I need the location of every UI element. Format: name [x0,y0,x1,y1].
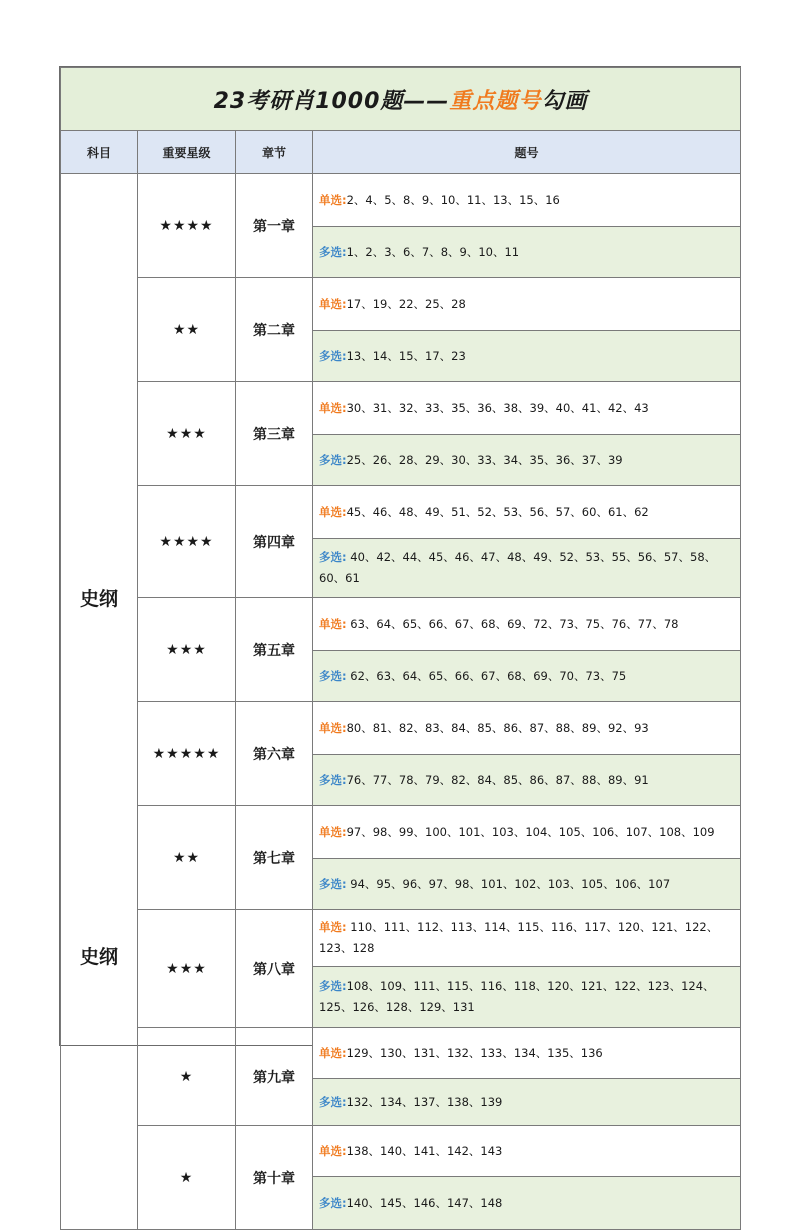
title-suffix: 勾画 [541,88,588,114]
single-choice-cell [313,486,741,539]
single-choice-cell [313,598,741,651]
table-row [61,702,741,755]
chapter-name: 第四章 [236,486,313,598]
importance-stars: ★ [138,1126,236,1230]
multi-choice-numbers: 1、2、3、6、7、8、9、10、11 [346,244,520,259]
single-choice-label: 单选: [319,1143,347,1158]
chapter-name: 第五章 [236,598,313,702]
table-row [61,486,741,539]
subject-cell [61,174,138,1230]
multi-choice-label: 多选: [319,876,347,891]
single-choice-label: 单选: [319,920,347,934]
importance-stars: ★★ [138,278,236,382]
single-choice-numbers: 110、111、112、113、114、115、116、117、120、121、122、123、128 [319,920,719,955]
multi-choice-cell [313,227,741,278]
page-title [61,68,741,131]
single-choice-cell [313,702,741,755]
multi-choice-label: 多选: [319,348,347,363]
single-choice-numbers: 129、130、131、132、133、134、135、136 [346,1045,603,1060]
multi-choice-numbers: 25、26、28、29、30、33、34、35、36、37、39 [346,452,623,467]
importance-stars: ★★★ [138,910,236,1028]
chapter-name: 第十章 [236,1126,313,1230]
single-choice-label: 单选: [319,504,347,519]
importance-stars: ★★★ [138,598,236,702]
multi-choice-cell [313,755,741,806]
multi-choice-label: 多选: [319,244,347,259]
importance-stars: ★★★★ [138,486,236,598]
table-row [61,382,741,435]
title-prefix: 23考研肖1000题—— [213,88,450,114]
multi-choice-label: 多选: [319,452,347,467]
single-choice-label: 单选: [319,296,347,311]
single-choice-label: 单选: [319,400,347,415]
multi-choice-numbers: 132、134、137、138、139 [346,1094,503,1109]
chapter-name: 第六章 [236,702,313,806]
multi-choice-numbers: 140、145、146、147、148 [346,1195,503,1210]
importance-stars: ★★ [138,806,236,910]
single-choice-label: 单选: [319,720,347,735]
chapter-name: 第九章 [236,1028,313,1126]
multi-choice-label: 多选: [319,550,347,564]
chapter-name: 第七章 [236,806,313,910]
multi-choice-cell [313,1177,741,1230]
single-choice-numbers: 138、140、141、142、143 [346,1143,503,1158]
header-chapter: 章节 [236,131,313,174]
table-row [61,1126,741,1177]
multi-choice-label: 多选: [319,772,347,787]
single-choice-cell [313,806,741,859]
single-choice-numbers: 17、19、22、25、28 [346,296,466,311]
single-choice-cell [313,910,741,967]
single-choice-numbers: 97、98、99、100、101、103、104、105、106、107、108、109 [346,824,715,839]
multi-choice-cell [313,859,741,910]
multi-choice-cell [313,435,741,486]
subject-label: 史纲 [79,946,118,968]
chapter-name: 第一章 [236,174,313,278]
single-choice-label: 单选: [319,192,347,207]
multi-choice-cell [313,1079,741,1126]
importance-stars: ★★★ [138,382,236,486]
multi-choice-label: 多选: [319,1094,347,1109]
single-choice-numbers: 2、4、5、8、9、10、11、13、15、16 [346,192,560,207]
multi-choice-label: 多选: [319,979,347,993]
multi-choice-numbers: 13、14、15、17、23 [346,348,466,363]
table-row [61,598,741,651]
single-choice-label: 单选: [319,1045,347,1060]
header-subject: 科目 [61,131,138,174]
multi-choice-cell [313,331,741,382]
table-body [61,174,741,1230]
chapter-name: 第八章 [236,910,313,1028]
importance-stars: ★★★★ [138,174,236,278]
subject-label: 史纲 [79,588,118,610]
multi-choice-label: 多选: [319,668,347,683]
single-choice-cell [313,278,741,331]
chapter-name: 第二章 [236,278,313,382]
importance-stars: ★ [138,1028,236,1126]
question-table-sheet [59,66,741,1210]
table-row [61,174,741,227]
header-stars: 重要星级 [138,131,236,174]
single-choice-cell [313,382,741,435]
table-row [61,910,741,967]
single-choice-numbers: 30、31、32、33、35、36、38、39、40、41、42、43 [346,400,649,415]
header-questions: 题号 [313,131,741,174]
single-choice-numbers: 80、81、82、83、84、85、86、87、88、89、92、93 [346,720,649,735]
multi-choice-label: 多选: [319,1195,347,1210]
multi-choice-numbers: 76、77、78、79、82、84、85、86、87、88、89、91 [346,772,649,787]
single-choice-numbers: 63、64、65、66、67、68、69、72、73、75、76、77、78 [346,616,679,631]
chapter-name: 第三章 [236,382,313,486]
multi-choice-numbers: 62、63、64、65、66、67、68、69、70、73、75 [346,668,627,683]
table-row [61,806,741,859]
multi-choice-numbers: 94、95、96、97、98、101、102、103、105、106、107 [346,876,671,891]
multi-choice-cell [313,651,741,702]
single-choice-label: 单选: [319,616,347,631]
table-row [61,278,741,331]
table-header-row [61,131,741,174]
single-choice-cell [313,1126,741,1177]
single-choice-cell [313,174,741,227]
single-choice-cell [313,1028,741,1079]
title-accent: 重点题号 [449,88,542,114]
multi-choice-cell [313,967,741,1028]
multi-choice-numbers: 108、109、111、115、116、118、120、121、122、123、124、125、126、128、129、131 [319,979,715,1014]
single-choice-numbers: 45、46、48、49、51、52、53、56、57、60、61、62 [346,504,649,519]
question-table [60,67,741,1230]
single-choice-label: 单选: [319,824,347,839]
table-row [61,1028,741,1079]
importance-stars: ★★★★★ [138,702,236,806]
multi-choice-cell [313,539,741,598]
multi-choice-numbers: 40、42、44、45、46、47、48、49、52、53、55、56、57、58、60、61 [319,550,717,585]
